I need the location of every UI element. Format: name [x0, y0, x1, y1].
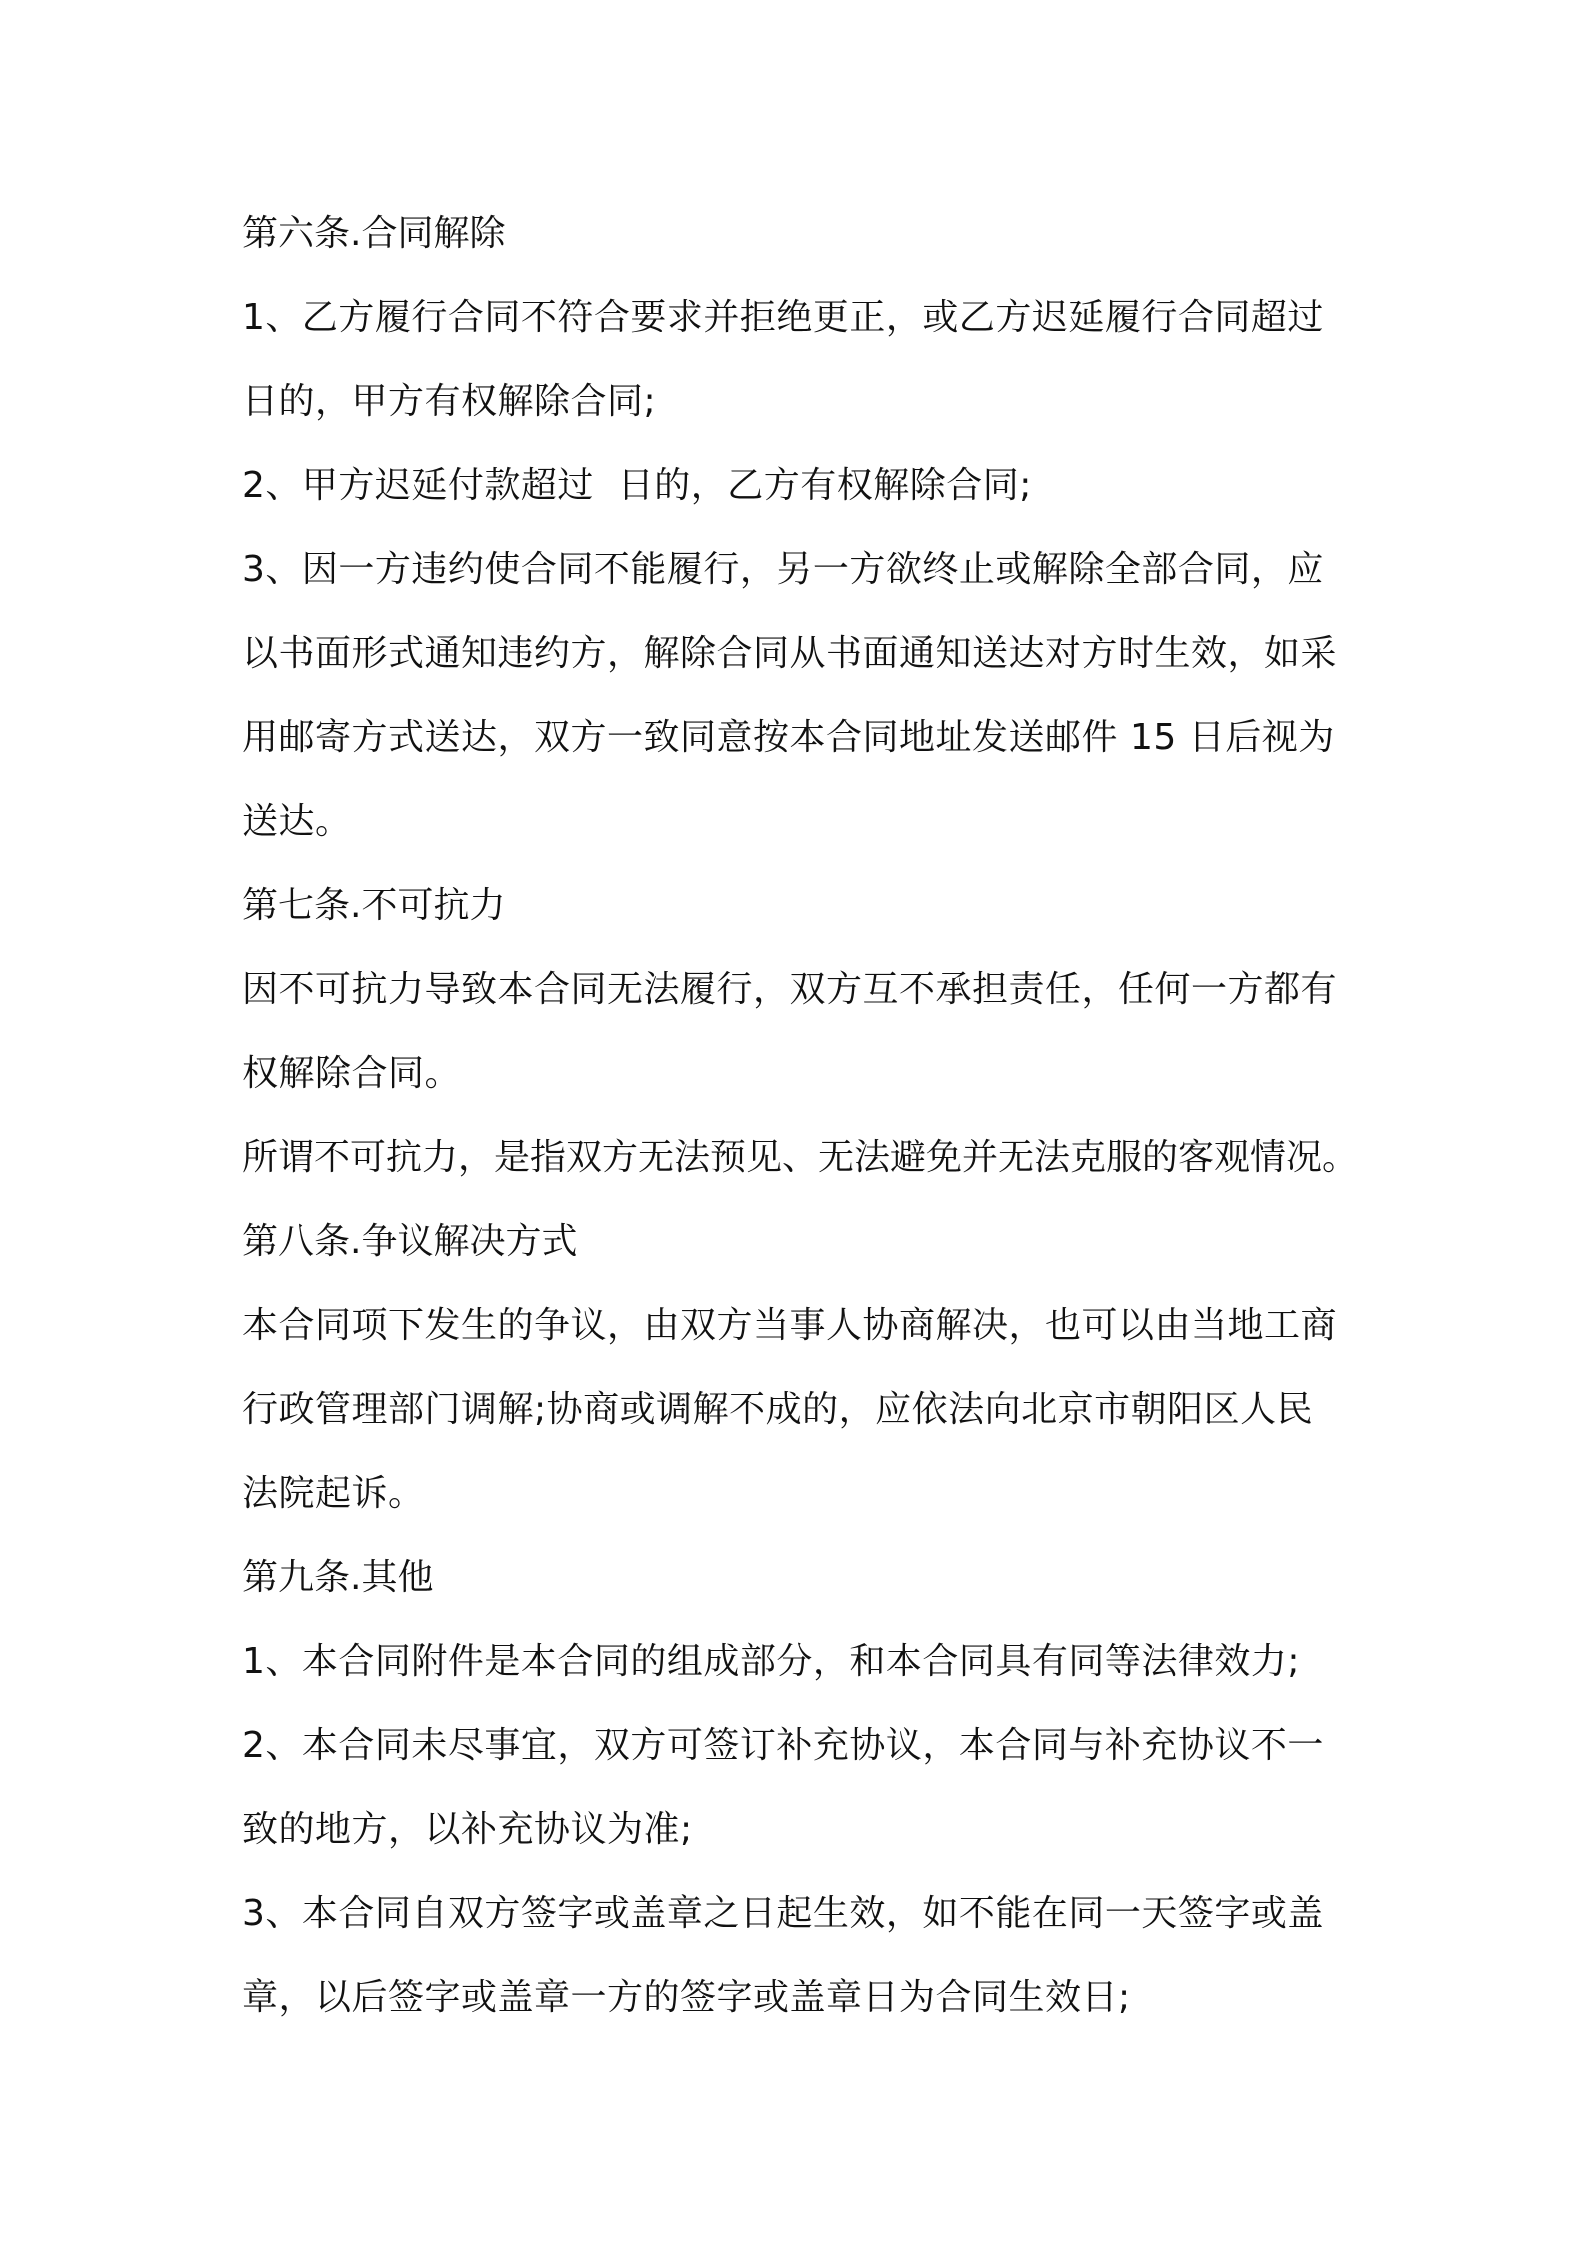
- article-9-clause-3-line-1: 3、本合同自双方签字或盖章之日起生效，如不能在同一天签字或盖: [242, 1893, 1324, 1934]
- article-9-clause-2-line-1: 2、本合同未尽事宜，双方可签订补充协议，本合同与补充协议不一: [242, 1725, 1324, 1766]
- heading-article-6: 第六条.合同解除: [242, 213, 506, 254]
- article-7-paragraph-1-line-2: 权解除合同。: [242, 1053, 462, 1094]
- article-6-clause-3-line-3: 用邮寄方式送达，双方一致同意按本合同地址发送邮件 15 日后视为: [242, 717, 1335, 758]
- article-6-clause-3-line-2: 以书面形式通知违约方，解除合同从书面通知送达对方时生效，如采: [242, 633, 1338, 674]
- article-6-clause-3-line-1: 3、因一方违约使合同不能履行，另一方欲终止或解除全部合同，应: [242, 549, 1324, 590]
- article-8-paragraph-line-1: 本合同项下发生的争议，由双方当事人协商解决，也可以由当地工商: [242, 1305, 1338, 1346]
- article-6-clause-1-line-1: 1、乙方履行合同不符合要求并拒绝更正，或乙方迟延履行合同超过: [242, 297, 1324, 338]
- article-6-clause-2: 2、甲方迟延付款超过 日的，乙方有权解除合同;: [242, 465, 1032, 506]
- article-6-clause-1-line-2: 日的，甲方有权解除合同;: [242, 381, 657, 422]
- article-9-clause-1: 1、本合同附件是本合同的组成部分，和本合同具有同等法律效力;: [242, 1641, 1301, 1682]
- article-6-clause-3-line-4: 送达。: [242, 801, 352, 842]
- article-7-paragraph-1-line-1: 因不可抗力导致本合同无法履行，双方互不承担责任，任何一方都有: [242, 969, 1338, 1010]
- article-9-clause-3-line-2: 章，以后签字或盖章一方的签字或盖章日为合同生效日;: [242, 1977, 1131, 2018]
- heading-article-7: 第七条.不可抗力: [242, 885, 506, 926]
- article-8-paragraph-line-2: 行政管理部门调解;协商或调解不成的，应依法向北京市朝阳区人民: [242, 1389, 1314, 1430]
- article-9-clause-2-line-2: 致的地方，以补充协议为准;: [242, 1809, 693, 1850]
- document-body: [242, 192, 1359, 2040]
- heading-article-9: 第九条.其他: [242, 1557, 434, 1598]
- heading-article-8: 第八条.争议解决方式: [242, 1221, 578, 1262]
- article-7-paragraph-2: 所谓不可抗力，是指双方无法预见、无法避免并无法克服的客观情况。: [242, 1137, 1359, 1178]
- article-8-paragraph-line-3: 法院起诉。: [242, 1473, 425, 1514]
